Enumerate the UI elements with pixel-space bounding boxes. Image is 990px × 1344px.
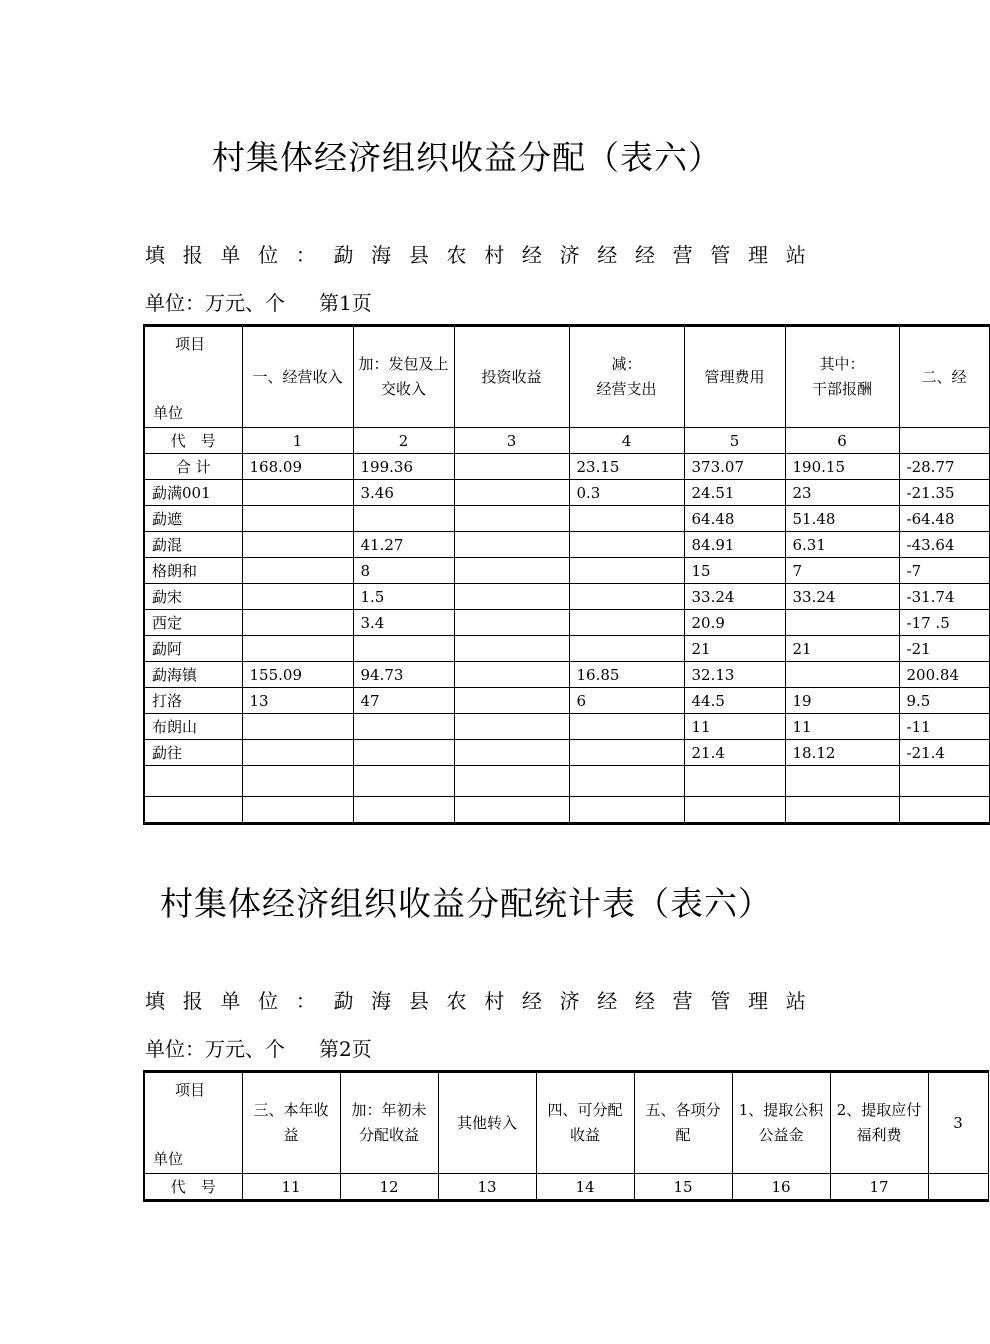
table1 bbox=[143, 324, 990, 825]
table1-data-cell bbox=[454, 480, 569, 506]
table2-column-header: 其他转入 bbox=[438, 1072, 536, 1174]
table1-data-cell bbox=[353, 506, 454, 532]
table2-code-cell: 15 bbox=[634, 1174, 732, 1201]
table2-column-header: 2、提取应付福利费 bbox=[830, 1072, 928, 1174]
table1-code-cell: 3 bbox=[454, 428, 569, 454]
table1-row-label: 勐混 bbox=[144, 532, 242, 558]
table1-container bbox=[143, 324, 967, 821]
table1-data-cell bbox=[242, 480, 353, 506]
table1-data-cell: 16.85 bbox=[569, 662, 684, 688]
table1-data-cell bbox=[569, 584, 684, 610]
table1-data-cell bbox=[454, 584, 569, 610]
table1-data-cell bbox=[684, 766, 785, 797]
table2-container bbox=[143, 1070, 963, 1200]
table1-row-label bbox=[144, 797, 242, 824]
table2-code-cell: 13 bbox=[438, 1174, 536, 1201]
table1-data-cell: 11 bbox=[785, 714, 899, 740]
table1-data-cell: -21.4 bbox=[899, 740, 989, 766]
table1-data-cell bbox=[569, 797, 684, 824]
table1-data-cell: 64.48 bbox=[684, 506, 785, 532]
table1-data-row bbox=[144, 584, 989, 610]
table1-data-row bbox=[144, 688, 989, 714]
table1-data-cell bbox=[242, 766, 353, 797]
table1-data-cell bbox=[785, 797, 899, 824]
table1-data-cell: 9.5 bbox=[899, 688, 989, 714]
table2-header-row bbox=[144, 1072, 988, 1174]
table2-column-header: 五、各项分配 bbox=[634, 1072, 732, 1174]
table1-header-row bbox=[144, 326, 989, 428]
table1-data-cell bbox=[569, 636, 684, 662]
table1-data-row bbox=[144, 610, 989, 636]
table1-column-header: 投资收益 bbox=[454, 326, 569, 428]
table2-corner-cell bbox=[144, 1072, 242, 1174]
table1-title: 村集体经济组织收益分配（表六） bbox=[212, 138, 722, 177]
table1-data-cell bbox=[353, 740, 454, 766]
table1-data-cell: 19 bbox=[785, 688, 899, 714]
table1-data-row bbox=[144, 714, 989, 740]
table1-data-cell bbox=[242, 558, 353, 584]
table1-data-row bbox=[144, 454, 989, 480]
table2-unit-text: 单位：万元、个 bbox=[145, 1037, 285, 1061]
table1-data-cell bbox=[569, 766, 684, 797]
table1-row-label: 合 计 bbox=[144, 454, 242, 480]
table1-data-cell: 84.91 bbox=[684, 532, 785, 558]
table1-row-label: 打洛 bbox=[144, 688, 242, 714]
table1-data-cell: 33.24 bbox=[785, 584, 899, 610]
table1-data-cell bbox=[242, 610, 353, 636]
table1-data-cell: 13 bbox=[242, 688, 353, 714]
table1-code-cell: 4 bbox=[569, 428, 684, 454]
table1-column-header: 管理费用 bbox=[684, 326, 785, 428]
table1-data-cell: 15 bbox=[684, 558, 785, 584]
table1-data-row bbox=[144, 480, 989, 506]
table1-row-label: 勐海镇 bbox=[144, 662, 242, 688]
table1-data-cell bbox=[454, 558, 569, 584]
table1-data-cell: 21.4 bbox=[684, 740, 785, 766]
table1-data-cell bbox=[353, 766, 454, 797]
table1-data-cell: 23.15 bbox=[569, 454, 684, 480]
table2-column-header: 三、本年收益 bbox=[242, 1072, 340, 1174]
table1-data-cell bbox=[242, 532, 353, 558]
table1-data-cell bbox=[242, 740, 353, 766]
table1-data-row bbox=[144, 558, 989, 584]
table2-column-header: 加：年初未分配收益 bbox=[340, 1072, 438, 1174]
table1-data-cell bbox=[454, 714, 569, 740]
table1-data-cell: 168.09 bbox=[242, 454, 353, 480]
table1-data-cell bbox=[353, 714, 454, 740]
table1-data-cell bbox=[242, 584, 353, 610]
table1-data-cell bbox=[454, 797, 569, 824]
table1-data-cell bbox=[454, 688, 569, 714]
table1-data-cell: 18.12 bbox=[785, 740, 899, 766]
table1-data-cell bbox=[785, 662, 899, 688]
table1-data-cell: 3.46 bbox=[353, 480, 454, 506]
table1-data-cell: 3.4 bbox=[353, 610, 454, 636]
table1-data-cell: 47 bbox=[353, 688, 454, 714]
table1-data-cell: 41.27 bbox=[353, 532, 454, 558]
table1-data-cell: 0.3 bbox=[569, 480, 684, 506]
table1-data-cell: 21 bbox=[785, 636, 899, 662]
table1-column-header: 加：发包及上交收入 bbox=[353, 326, 454, 428]
table1-data-cell: 1.5 bbox=[353, 584, 454, 610]
table2-code-cell: 14 bbox=[536, 1174, 634, 1201]
table1-data-cell: 7 bbox=[785, 558, 899, 584]
table1-data-cell: -31.74 bbox=[899, 584, 989, 610]
table1-code-cell: 1 bbox=[242, 428, 353, 454]
table1-data-row bbox=[144, 506, 989, 532]
table1-data-cell bbox=[454, 662, 569, 688]
table1-data-cell: 44.5 bbox=[684, 688, 785, 714]
table2-reporting-unit: 填 报 单 位 ： 勐 海 县 农 村 经 济 经 经 营 管 理 站 bbox=[145, 989, 806, 1013]
table1-data-cell: -21 bbox=[899, 636, 989, 662]
table1-data-cell: 190.15 bbox=[785, 454, 899, 480]
table1-column-header: 二、经 bbox=[899, 326, 989, 428]
table1-data-cell: 200.84 bbox=[899, 662, 989, 688]
table1-data-cell: -17 .5 bbox=[899, 610, 989, 636]
table1-unit-text: 单位：万元、个 bbox=[145, 291, 285, 315]
table1-data-cell: 8 bbox=[353, 558, 454, 584]
table1-data-cell: 33.24 bbox=[684, 584, 785, 610]
table1-data-cell: -11 bbox=[899, 714, 989, 740]
table1-data-cell bbox=[569, 506, 684, 532]
table1-column-header: 减： 经营支出 bbox=[569, 326, 684, 428]
table1-data-cell: -64.48 bbox=[899, 506, 989, 532]
table1-data-cell bbox=[242, 506, 353, 532]
table1-data-cell bbox=[353, 636, 454, 662]
table1-data-cell: 6.31 bbox=[785, 532, 899, 558]
table1-row-label: 格朗和 bbox=[144, 558, 242, 584]
table1-data-cell bbox=[785, 610, 899, 636]
table1-code-cell: 5 bbox=[684, 428, 785, 454]
table1-row-label: 勐满001 bbox=[144, 480, 242, 506]
table1-data-row bbox=[144, 740, 989, 766]
table1-data-cell bbox=[353, 797, 454, 824]
table1-data-row bbox=[144, 766, 989, 797]
table1-corner-cell bbox=[144, 326, 242, 428]
table2-column-header: 3 bbox=[928, 1072, 988, 1174]
table1-code-cell bbox=[899, 428, 989, 454]
table1-row-label: 西定 bbox=[144, 610, 242, 636]
table2-title: 村集体经济组织收益分配统计表（表六） bbox=[160, 884, 772, 923]
table1-data-cell: -28.77 bbox=[899, 454, 989, 480]
table2-code-cell bbox=[928, 1174, 988, 1201]
table1-data-cell bbox=[785, 766, 899, 797]
table1-data-row bbox=[144, 532, 989, 558]
table1-column-header: 其中： 干部报酬 bbox=[785, 326, 899, 428]
table1-data-cell bbox=[242, 797, 353, 824]
table2-code-row bbox=[144, 1174, 988, 1201]
table1-row-label: 勐遮 bbox=[144, 506, 242, 532]
table1-data-cell: -21.35 bbox=[899, 480, 989, 506]
table1-row-label: 勐阿 bbox=[144, 636, 242, 662]
table2-corner-top: 项目 bbox=[175, 1081, 206, 1099]
table1-data-cell: 6 bbox=[569, 688, 684, 714]
table1-data-row bbox=[144, 797, 989, 824]
table1-data-cell bbox=[569, 740, 684, 766]
table2-code-label: 代 号 bbox=[144, 1174, 242, 1201]
table1-data-cell bbox=[242, 714, 353, 740]
table1-data-cell bbox=[684, 797, 785, 824]
table1-data-cell bbox=[569, 714, 684, 740]
table2-code-cell: 16 bbox=[732, 1174, 830, 1201]
table1-data-cell: 11 bbox=[684, 714, 785, 740]
table2-page-number: 第2页 bbox=[319, 1037, 372, 1061]
table1-data-cell bbox=[899, 766, 989, 797]
table2-column-header: 四、可分配收益 bbox=[536, 1072, 634, 1174]
table1-data-cell bbox=[454, 532, 569, 558]
table1-data-cell bbox=[569, 558, 684, 584]
table2 bbox=[143, 1070, 989, 1202]
table1-data-cell: -7 bbox=[899, 558, 989, 584]
table1-data-row bbox=[144, 662, 989, 688]
table1-data-cell bbox=[454, 610, 569, 636]
table1-data-cell: 155.09 bbox=[242, 662, 353, 688]
table1-data-cell: 23 bbox=[785, 480, 899, 506]
table1-data-cell bbox=[454, 454, 569, 480]
table1-data-cell bbox=[242, 636, 353, 662]
table1-data-cell: 20.9 bbox=[684, 610, 785, 636]
table1-data-cell: 373.07 bbox=[684, 454, 785, 480]
table1-data-row bbox=[144, 636, 989, 662]
table1-unit-line bbox=[145, 287, 372, 316]
table1-code-cell: 6 bbox=[785, 428, 899, 454]
table1-row-label bbox=[144, 766, 242, 797]
table1-data-cell bbox=[569, 532, 684, 558]
table1-data-cell: 21 bbox=[684, 636, 785, 662]
table1-page-number: 第1页 bbox=[319, 291, 372, 315]
table2-corner-bottom: 单位 bbox=[153, 1150, 184, 1168]
table1-row-label: 布朗山 bbox=[144, 714, 242, 740]
table1-data-cell: 32.13 bbox=[684, 662, 785, 688]
table1-corner-top: 项目 bbox=[175, 335, 206, 353]
table1-data-cell bbox=[454, 636, 569, 662]
table1-data-cell bbox=[899, 797, 989, 824]
table1-data-cell bbox=[454, 766, 569, 797]
table1-row-label: 勐往 bbox=[144, 740, 242, 766]
table1-data-cell: 94.73 bbox=[353, 662, 454, 688]
table1-data-cell: 199.36 bbox=[353, 454, 454, 480]
table1-corner-bottom: 单位 bbox=[153, 404, 184, 422]
table1-data-cell: -43.64 bbox=[899, 532, 989, 558]
table1-code-cell: 2 bbox=[353, 428, 454, 454]
table2-unit-line bbox=[145, 1033, 372, 1062]
table1-code-label: 代 号 bbox=[144, 428, 242, 454]
table1-data-cell: 24.51 bbox=[684, 480, 785, 506]
table1-column-header: 一、经营收入 bbox=[242, 326, 353, 428]
table2-code-cell: 17 bbox=[830, 1174, 928, 1201]
table1-code-row bbox=[144, 428, 989, 454]
table1-row-label: 勐宋 bbox=[144, 584, 242, 610]
table1-data-cell bbox=[454, 506, 569, 532]
table2-code-cell: 12 bbox=[340, 1174, 438, 1201]
table1-data-cell bbox=[454, 740, 569, 766]
table2-column-header: 1、提取公积公益金 bbox=[732, 1072, 830, 1174]
table1-reporting-unit: 填 报 单 位 ： 勐 海 县 农 村 经 济 经 经 营 管 理 站 bbox=[145, 243, 806, 267]
table1-data-cell bbox=[569, 610, 684, 636]
table2-code-cell: 11 bbox=[242, 1174, 340, 1201]
table1-data-cell: 51.48 bbox=[785, 506, 899, 532]
